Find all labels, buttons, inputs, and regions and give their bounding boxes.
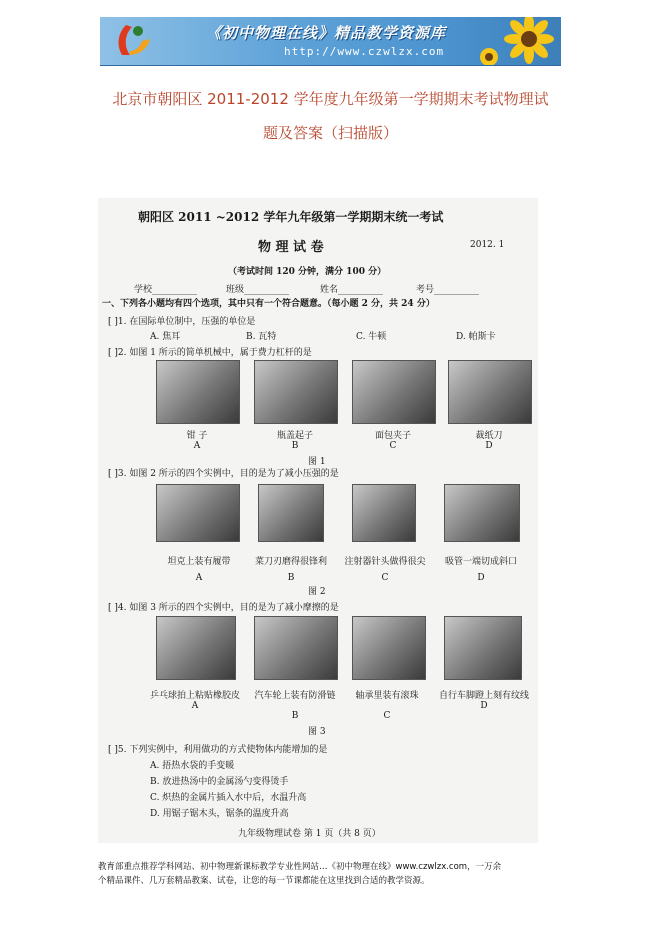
figure-2-label: 图 2 <box>308 587 326 597</box>
exam-header: 朝阳区 2011 ~2012 学年九年级第一学期期末统一考试 <box>138 210 444 224</box>
page-title-line2: 题及答案（扫描版） <box>262 124 398 142</box>
q3-caption-d: 吸管一端切成斜口 D <box>444 557 517 583</box>
field-school: 学校__________ <box>134 285 198 295</box>
sunflower-icon <box>471 17 561 65</box>
page-title: 北京市朝阳区 2011-2012 学年度九年级第一学期期末考试物理试 <box>112 90 549 108</box>
section-one-instruction: 一、下列各小题均有四个选项，其中只有一个符合题意。（每小题 2 分，共 24 分） <box>102 299 435 309</box>
bread-tongs-image <box>352 360 436 424</box>
paper-cutter-image <box>448 360 532 424</box>
footer-line-1: 教育部重点推荐学科网站、初中物理新课标教学专业性网站…《初中物理在线》www.czwlzx.com，一万余 <box>98 862 502 872</box>
question-3: [ ]3. 如图 2 所示的四个实例中，目的是为了减小压强的是 <box>108 469 339 479</box>
time-note: （考试时间 120 分钟，满分 100 分） <box>228 267 387 277</box>
site-name: 《初中物理在线》精品教学资源库 <box>206 24 447 42</box>
q1-option-d: D. 帕斯卡 <box>456 332 496 342</box>
tire-chain-image <box>254 616 338 680</box>
scanned-exam-page <box>98 198 538 843</box>
straws-image <box>444 484 520 542</box>
q4-caption-d: 自行车脚蹬上刻有纹线 D <box>438 691 529 711</box>
q3-caption-a: 坦克上装有履带 A <box>167 557 231 583</box>
q4-caption-a: 乒乓球拍上粘贴橡胶皮 A <box>150 691 241 711</box>
q3-caption-b: 菜刀刃磨得很锋利 B <box>254 557 327 583</box>
kitchen-knife-image <box>258 484 324 542</box>
q4-caption-c: 轴承里装有滚珠 C <box>355 691 419 721</box>
question-2: [ ]2. 如图 1 所示的简单机械中，属于费力杠杆的是 <box>108 348 312 358</box>
site-logo-icon <box>108 21 154 61</box>
q5-option-b: B. 放进热汤中的金属汤勺变得烫手 <box>150 777 289 787</box>
ping-pong-paddle-image <box>156 616 236 680</box>
question-1: [ ]1. 在国际单位制中，压强的单位是 <box>108 317 256 327</box>
bicycle-pedal-image <box>444 616 522 680</box>
q5-option-a: A. 捂热水袋的手变暖 <box>150 761 235 771</box>
footer-line-2: 个精品课件、几万套精品教案、试卷，让您的每一节课都能在这里找到合适的教学资源。 <box>98 876 430 886</box>
bottle-opener-image <box>254 360 338 424</box>
field-number: 考号__________ <box>416 285 480 295</box>
question-4: [ ]4. 如图 3 所示的四个实例中，目的是为了减小摩擦的是 <box>108 603 339 613</box>
site-banner[interactable] <box>100 17 561 66</box>
q2-caption-d: 裁纸刀 D <box>475 431 503 451</box>
q1-option-a: A. 焦耳 <box>150 332 181 342</box>
field-name: 姓名__________ <box>320 285 384 295</box>
exam-date: 2012. 1 <box>470 240 505 250</box>
q5-option-c: C. 炽热的金属片插入水中后，水温升高 <box>150 793 307 803</box>
site-footer <box>98 860 568 888</box>
field-class: 班级__________ <box>226 285 290 295</box>
q2-caption-a: 钳 子 A <box>186 431 208 451</box>
q1-option-c: C. 牛顿 <box>356 332 387 342</box>
q1-option-b: B. 瓦特 <box>246 332 277 342</box>
paper-title: 物 理 试 卷 <box>258 240 324 255</box>
q3-caption-c: 注射器针头做得很尖 C <box>344 557 426 583</box>
syringe-image <box>352 484 416 542</box>
page-footer: 九年级物理试卷 第 1 页（共 8 页） <box>238 829 381 839</box>
figure-3-label: 图 3 <box>308 727 326 737</box>
q4-caption-b: 汽车轮上装有防滑链 B <box>254 691 336 721</box>
site-url[interactable]: http://www.czwlzx.com <box>284 45 445 58</box>
q2-caption-c: 面包夹子 C <box>374 431 411 451</box>
ball-bearing-image <box>352 616 426 680</box>
question-5: [ ]5. 下列实例中，利用做功的方式使物体内能增加的是 <box>108 745 328 755</box>
q5-option-d: D. 用锯子锯木头，锯条的温度升高 <box>150 809 289 819</box>
pliers-image <box>156 360 240 424</box>
q2-caption-b: 瓶盖起子 B <box>276 431 313 451</box>
tank-image <box>156 484 240 542</box>
figure-1-label: 图 1 <box>308 457 326 467</box>
